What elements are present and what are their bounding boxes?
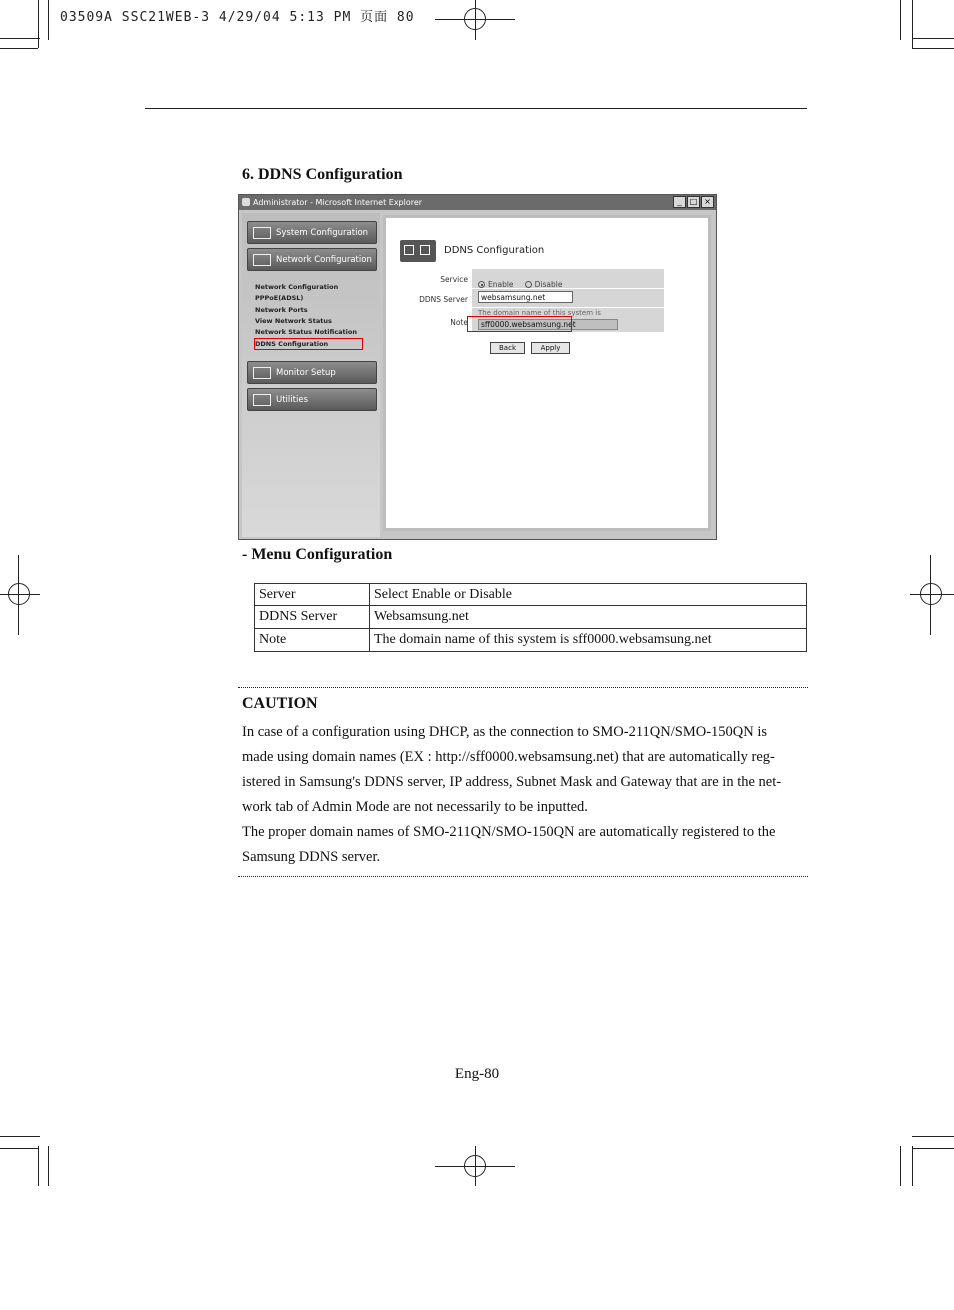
crop-mark bbox=[900, 0, 901, 40]
content-title: DDNS Configuration bbox=[444, 245, 545, 256]
network-config-icon bbox=[253, 254, 271, 266]
back-button[interactable]: Back bbox=[490, 342, 525, 354]
monitor-icon bbox=[253, 367, 271, 379]
sidebar-item-ddns-configuration[interactable]: DDNS Configuration bbox=[255, 340, 329, 348]
menu-configuration-title: - Menu Configuration bbox=[242, 546, 393, 563]
crop-mark bbox=[0, 1148, 38, 1149]
crop-mark bbox=[912, 48, 954, 49]
button-label: Network Configuration bbox=[276, 255, 372, 265]
caution-line: made using domain names (EX : http://sff0000.websamsung.net) that are automatically reg- bbox=[242, 749, 775, 765]
crop-mark bbox=[0, 38, 40, 39]
crop-mark bbox=[475, 1146, 476, 1186]
crop-mark bbox=[0, 48, 38, 49]
section-title: 6. DDNS Configuration bbox=[242, 166, 403, 183]
caution-line: In case of a configuration using DHCP, as the connection to SMO-211QN/SMO-150QN is bbox=[242, 724, 768, 740]
caution-bottom-divider bbox=[238, 876, 808, 877]
enable-label: Enable bbox=[488, 280, 514, 289]
network-icon bbox=[400, 240, 436, 262]
sidebar-item-pppoe[interactable]: PPPoE(ADSL) bbox=[255, 294, 304, 302]
table-cell: Note bbox=[255, 629, 370, 652]
sidebar bbox=[242, 213, 380, 537]
table-row bbox=[255, 629, 807, 652]
crop-mark bbox=[475, 0, 476, 40]
maximize-button[interactable]: □ bbox=[687, 196, 700, 208]
highlight-box bbox=[467, 316, 572, 332]
disable-radio[interactable] bbox=[525, 281, 532, 288]
page-number: Eng-80 bbox=[454, 1066, 500, 1082]
note-value: sff0000.websamsung.net bbox=[478, 319, 618, 330]
tools-icon bbox=[253, 394, 271, 406]
apply-button[interactable]: Apply bbox=[531, 342, 570, 354]
minimize-button[interactable]: _ bbox=[673, 196, 686, 208]
service-label: Service bbox=[440, 275, 468, 284]
crop-mark bbox=[912, 1136, 954, 1137]
menu-configuration-table bbox=[254, 583, 807, 652]
caution-line: work tab of Admin Mode are not necessarily to be inputted. bbox=[242, 799, 588, 815]
window-title: Administrator - Microsoft Internet Explorer bbox=[253, 198, 423, 207]
sidebar-item-network-ports[interactable]: Network Ports bbox=[255, 306, 308, 314]
ie-icon bbox=[242, 198, 250, 206]
system-configuration-button[interactable] bbox=[247, 221, 377, 244]
enable-radio[interactable] bbox=[478, 281, 485, 288]
crop-mark bbox=[48, 1146, 49, 1186]
crop-mark bbox=[930, 555, 931, 635]
crop-mark bbox=[18, 555, 19, 635]
header-rule bbox=[145, 108, 807, 109]
crop-mark bbox=[912, 0, 913, 48]
caution-line: Samsung DDNS server. bbox=[242, 849, 381, 865]
browser-window-screenshot bbox=[238, 194, 717, 540]
note-text: The domain name of this system is bbox=[478, 309, 601, 317]
crop-mark bbox=[912, 1146, 913, 1186]
note-label: Note bbox=[450, 318, 468, 327]
caution-line: The proper domain names of SMO-211QN/SMO-150QN are automatically registered to the bbox=[242, 824, 776, 840]
table-cell: DDNS Server bbox=[255, 606, 370, 629]
highlight-box bbox=[254, 338, 363, 350]
caution-line: istered in Samsung's DDNS server, IP address, Subnet Mask and Gateway that are in the net- bbox=[242, 774, 782, 790]
crop-mark bbox=[38, 1146, 39, 1186]
ddns-server-label: DDNS Server bbox=[419, 295, 468, 304]
content-panel bbox=[383, 215, 711, 531]
utilities-button[interactable] bbox=[247, 388, 377, 411]
table-row bbox=[255, 606, 807, 629]
caution-body bbox=[242, 720, 810, 870]
window-titlebar bbox=[239, 195, 716, 210]
system-config-icon bbox=[253, 227, 271, 239]
close-button[interactable]: × bbox=[701, 196, 714, 208]
crop-mark bbox=[912, 1148, 954, 1149]
ddns-server-input[interactable]: websamsung.net bbox=[478, 291, 573, 303]
print-header: 03509A SSC21WEB-3 4/29/04 5:13 PM 页面 80 bbox=[60, 10, 415, 25]
crop-mark bbox=[0, 594, 40, 595]
table-cell: Websamsung.net bbox=[370, 606, 807, 629]
table-cell: Select Enable or Disable bbox=[370, 584, 807, 606]
button-label: Utilities bbox=[276, 395, 308, 405]
sidebar-item-view-network-status[interactable]: View Network Status bbox=[255, 317, 332, 325]
crop-mark bbox=[912, 38, 954, 39]
table-row bbox=[255, 584, 807, 606]
button-label: System Configuration bbox=[276, 228, 369, 238]
network-configuration-button[interactable] bbox=[247, 248, 377, 271]
crop-mark bbox=[900, 1146, 901, 1186]
caution-top-divider bbox=[238, 687, 808, 688]
sidebar-item-network-status-notification[interactable]: Network Status Notification bbox=[255, 328, 357, 336]
caution-title: CAUTION bbox=[242, 695, 318, 712]
sidebar-item-network-configuration[interactable]: Network Configuration bbox=[255, 283, 339, 291]
table-cell: Server bbox=[255, 584, 370, 606]
crop-mark bbox=[38, 0, 39, 48]
disable-label: Disable bbox=[534, 280, 563, 289]
crop-mark bbox=[910, 594, 954, 595]
button-label: Monitor Setup bbox=[276, 368, 336, 378]
monitor-setup-button[interactable] bbox=[247, 361, 377, 384]
crop-mark bbox=[0, 1136, 40, 1137]
table-cell: The domain name of this system is sff0000.websamsung.net bbox=[370, 629, 807, 652]
crop-mark bbox=[48, 0, 49, 40]
